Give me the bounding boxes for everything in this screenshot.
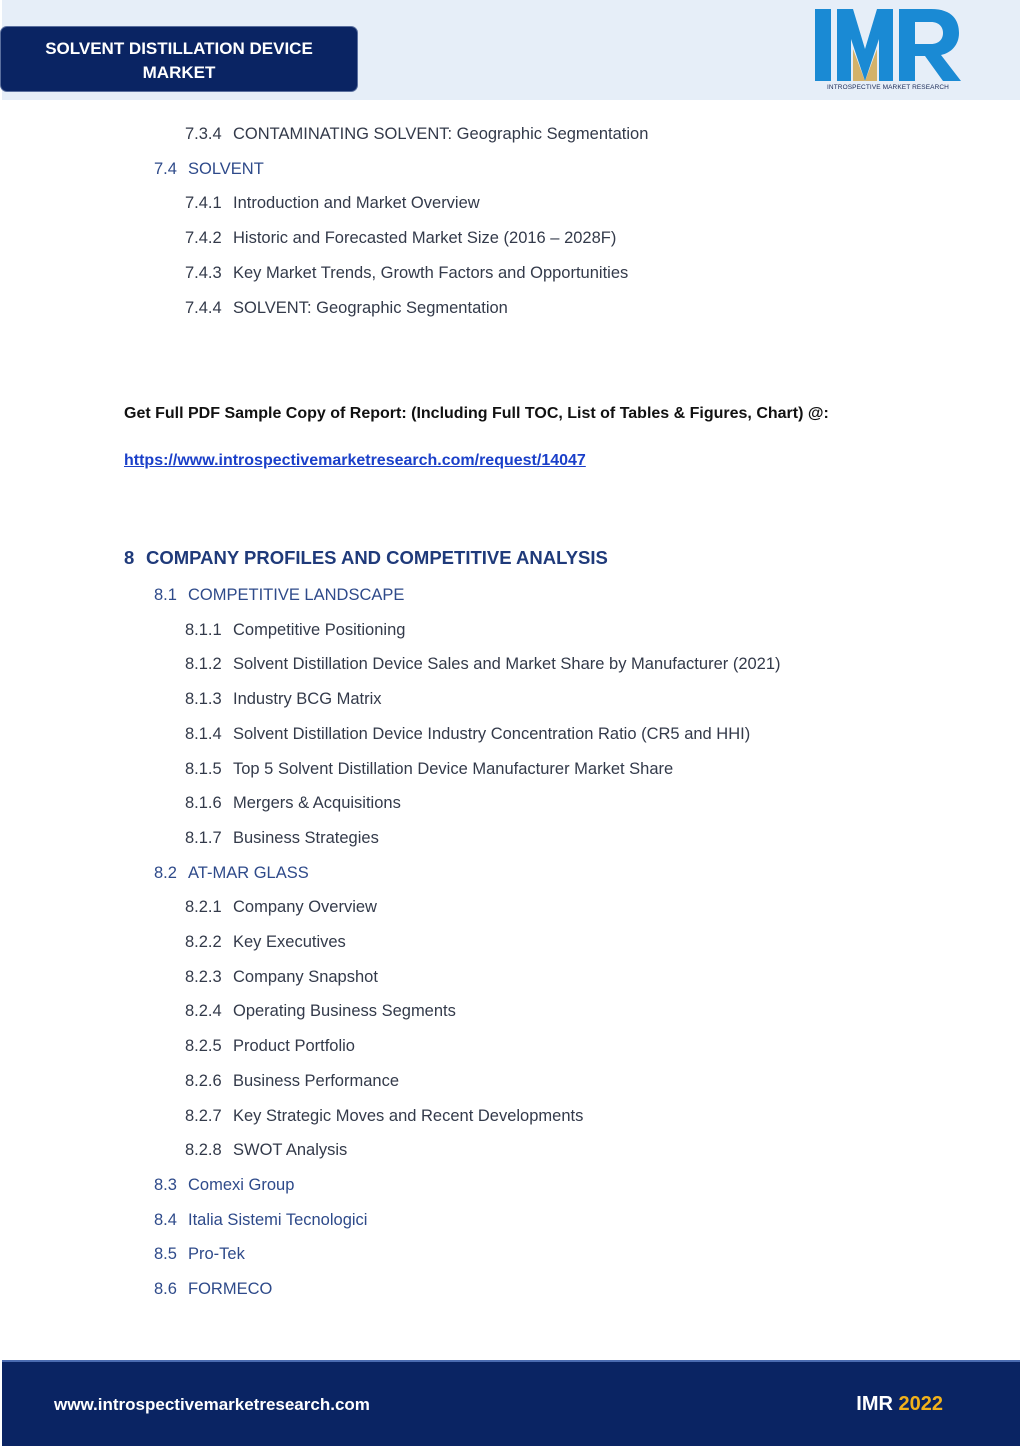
toc-entry[interactable] <box>185 1002 456 1021</box>
toc-entry-number: 7.4.2 <box>185 229 222 248</box>
toc-entry-number: 8.2.5 <box>185 1037 222 1056</box>
toc-entry-number: 7.4.1 <box>185 194 222 213</box>
toc-entry-number: 8.2.8 <box>185 1141 222 1160</box>
toc-entry[interactable] <box>185 229 616 248</box>
report-title-line2: MARKET <box>142 63 216 82</box>
toc-entry-text: SOLVENT <box>188 159 264 178</box>
toc-entry[interactable] <box>185 621 405 640</box>
toc-entry[interactable] <box>185 1037 355 1056</box>
sample-copy-text: Get Full PDF Sample Copy of Report: (Including Full TOC, List of Tables & Figures, Chart) @: <box>124 405 829 422</box>
toc-entry[interactable] <box>185 655 781 674</box>
toc-entry-number: 8.2.6 <box>185 1071 222 1090</box>
toc-entry[interactable] <box>185 1107 583 1126</box>
toc-entry-text: Key Strategic Moves and Recent Developments <box>233 1106 584 1125</box>
toc-entry[interactable] <box>185 125 648 144</box>
sample-request-link[interactable]: https://www.introspectivemarketresearch.com/request/14047 <box>124 452 586 469</box>
toc-entry-text: Key Executives <box>233 933 346 951</box>
toc-entry-text: Business Performance <box>233 1071 399 1090</box>
toc-entry-number: 8.2 <box>154 863 177 882</box>
toc-entry[interactable] <box>185 299 508 318</box>
toc-entry-text: Competitive Positioning <box>233 620 406 639</box>
toc-entry[interactable] <box>185 760 673 779</box>
toc-entry-number: 8.1 <box>154 586 177 604</box>
toc-entry[interactable] <box>185 898 377 917</box>
toc-entry-number: 8.2.1 <box>185 898 222 917</box>
toc-entry[interactable] <box>154 1245 245 1264</box>
toc-entry-number: 8.1.2 <box>185 655 222 674</box>
toc-entry[interactable] <box>185 1072 399 1091</box>
footer-website[interactable]: www.introspectivemarketresearch.com <box>54 1395 370 1414</box>
toc-entry-text: Industry BCG Matrix <box>233 690 382 709</box>
toc-entry-text: SWOT Analysis <box>233 1141 348 1160</box>
toc-entry[interactable] <box>185 264 628 283</box>
toc-entry-text: Historic and Forecasted Market Size (2016 – 2028F) <box>233 229 617 248</box>
toc-entry-number: 8.1.7 <box>185 828 222 847</box>
toc-entry-number: 8.1.6 <box>185 794 222 813</box>
toc-entry[interactable] <box>154 1211 367 1230</box>
toc-entry-number: 7.3.4 <box>185 125 222 143</box>
footer-brand <box>856 1393 943 1416</box>
toc-entry[interactable] <box>185 725 750 744</box>
section-8-title: COMPANY PROFILES AND COMPETITIVE ANALYSIS <box>146 547 608 568</box>
report-title-line1: SOLVENT DISTILLATION DEVICE <box>45 39 313 58</box>
toc-entry-text: FORMECO <box>188 1280 273 1298</box>
toc-entry[interactable] <box>154 586 404 605</box>
toc-entry-number: 8.2.2 <box>185 933 222 951</box>
toc-entry-number: 8.2.7 <box>185 1106 222 1125</box>
toc-entry-number: 7.4.4 <box>185 298 222 317</box>
footer-bar <box>2 1360 1020 1446</box>
toc-entry-text: SOLVENT: Geographic Segmentation <box>233 298 508 317</box>
toc-entry[interactable] <box>154 864 309 883</box>
imr-logo <box>813 9 963 95</box>
toc-entry-text: Solvent Distillation Device Industry Concentration Ratio (CR5 and HHI) <box>233 724 751 743</box>
toc-entry-text: Operating Business Segments <box>233 1002 456 1021</box>
toc-entry-text: Solvent Distillation Device Sales and Market Share by Manufacturer (2021) <box>233 655 781 674</box>
toc-entry[interactable] <box>185 968 378 987</box>
toc-entry-number: 7.4 <box>154 159 177 178</box>
toc-entry-text: Key Market Trends, Growth Factors and Opportunities <box>233 263 629 282</box>
toc-entry-number: 8.4 <box>154 1210 177 1229</box>
toc-entry[interactable] <box>185 690 382 709</box>
toc-entry-number: 8.1.1 <box>185 620 222 639</box>
toc-entry[interactable] <box>154 1176 294 1195</box>
toc-entry-text: Top 5 Solvent Distillation Device Manufacturer Market Share <box>233 759 674 778</box>
toc-entry-number: 8.5 <box>154 1245 177 1264</box>
toc-entry-text: Mergers & Acquisitions <box>233 794 401 813</box>
section-8-heading <box>124 547 608 569</box>
toc-entry-text: AT-MAR GLASS <box>188 863 309 882</box>
toc-entry-text: Product Portfolio <box>233 1037 355 1056</box>
toc-entry-number: 8.2.3 <box>185 967 222 986</box>
logo-caption: INTROSPECTIVE MARKET RESEARCH <box>827 84 949 91</box>
footer-year: 2022 <box>898 1393 943 1415</box>
toc-entry-number: 8.3 <box>154 1175 177 1194</box>
toc-entry-number: 7.4.3 <box>185 263 222 282</box>
toc-entry-text: Introduction and Market Overview <box>233 194 480 213</box>
toc-entry[interactable] <box>185 829 379 848</box>
toc-entry[interactable] <box>185 1141 347 1160</box>
toc-entry-number: 8.1.3 <box>185 690 222 709</box>
toc-entry-number: 8.1.4 <box>185 724 222 743</box>
toc-entry-number: 8.2.4 <box>185 1002 222 1021</box>
toc-entry[interactable] <box>185 194 480 213</box>
toc-entry[interactable] <box>185 933 346 952</box>
footer-brand-name: IMR <box>856 1393 893 1415</box>
report-title-box <box>0 26 358 92</box>
toc-entry-number: 8.1.5 <box>185 759 222 778</box>
section-8-number: 8 <box>124 547 135 568</box>
toc-entry[interactable] <box>154 160 264 179</box>
toc-entry-text: Pro-Tek <box>188 1245 245 1264</box>
toc-entry-text: Business Strategies <box>233 828 379 847</box>
toc-entry-text: CONTAMINATING SOLVENT: Geographic Segmentation <box>233 125 649 143</box>
toc-entry-number: 8.6 <box>154 1280 177 1298</box>
toc-entry-text: Company Snapshot <box>233 967 378 986</box>
toc-entry-text: Company Overview <box>233 898 377 917</box>
toc-entry[interactable] <box>154 1280 272 1299</box>
toc-entry-text: Comexi Group <box>188 1175 295 1194</box>
toc-entry-text: COMPETITIVE LANDSCAPE <box>188 586 405 604</box>
toc-entry[interactable] <box>185 794 401 813</box>
toc-entry-text: Italia Sistemi Tecnologici <box>188 1210 368 1229</box>
